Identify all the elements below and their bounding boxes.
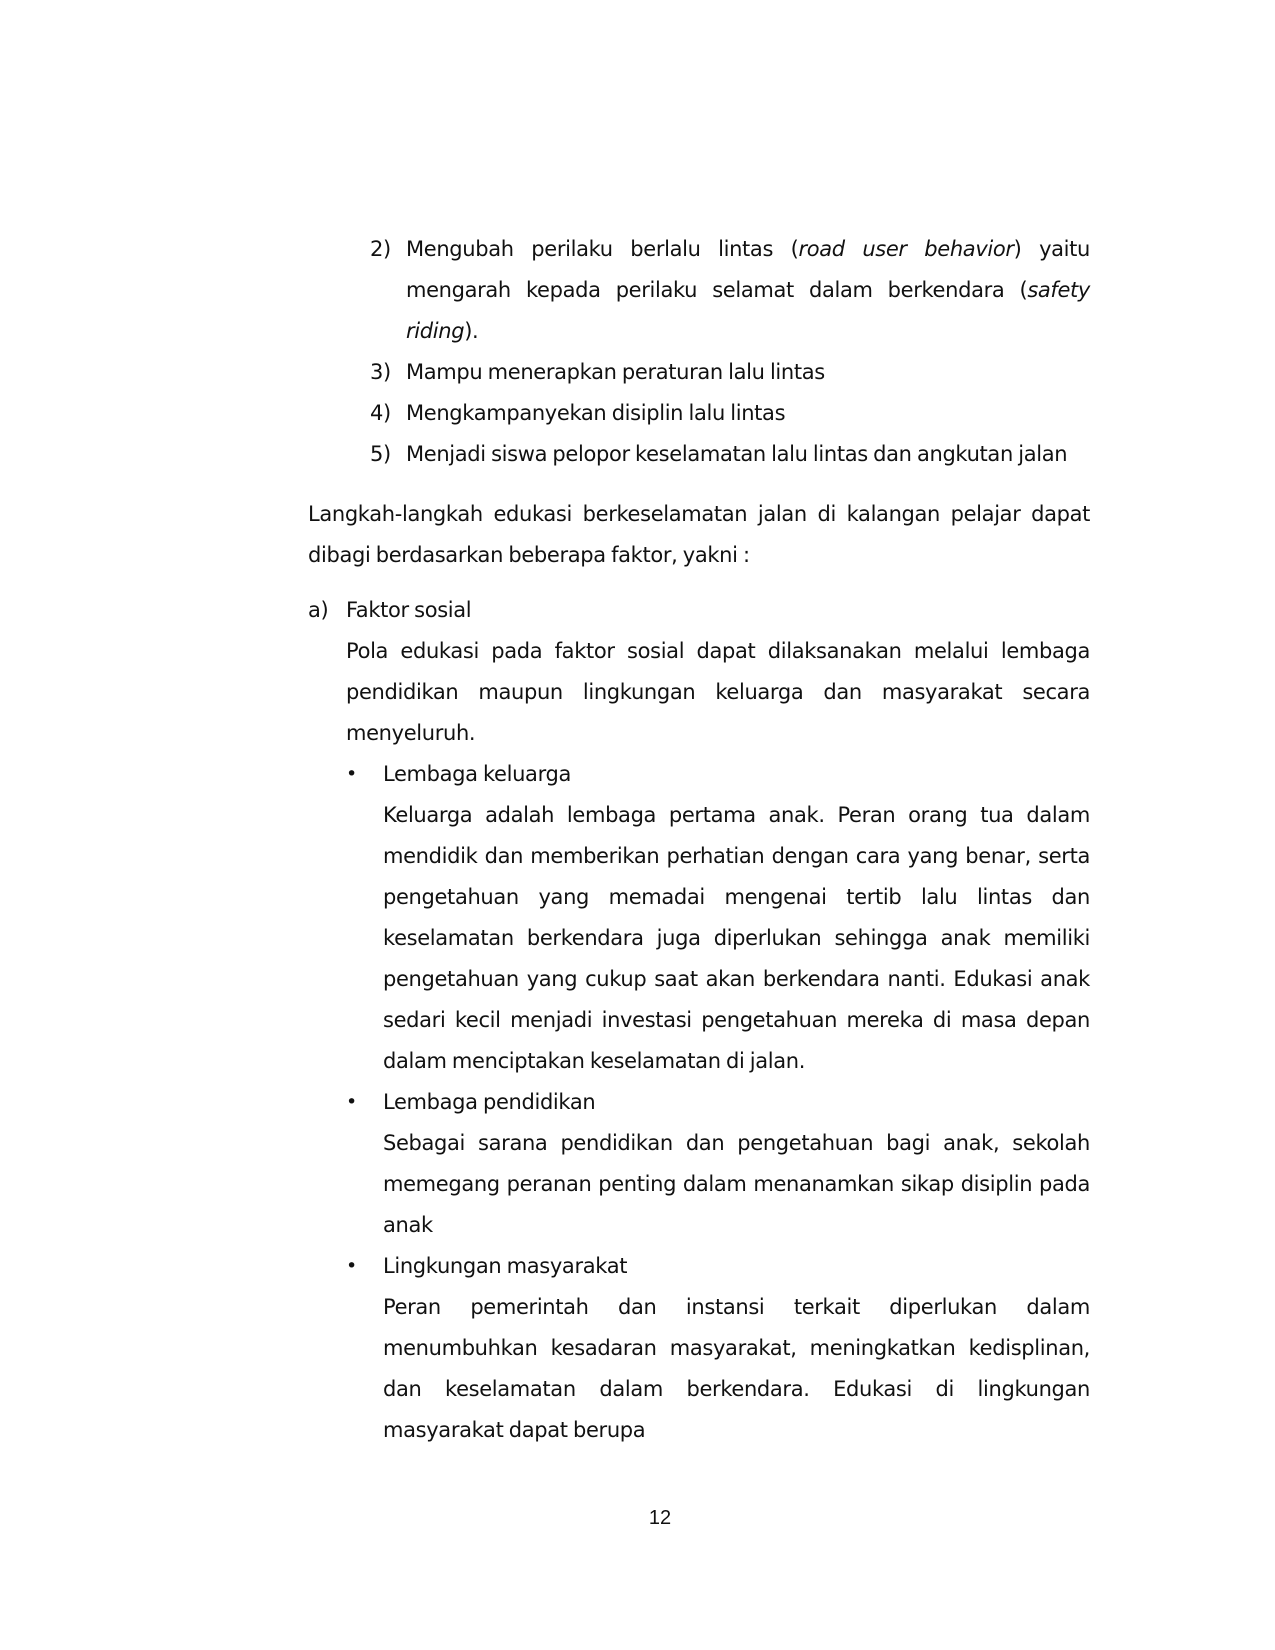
- list-number: 4): [370, 401, 391, 425]
- list-number: 3): [370, 360, 391, 384]
- bullet-description: Sebagai sarana pendidikan dan pengetahuan bagi anak, sekolah memegang peranan penting dalam menanamkan sikap disiplin pada anak: [383, 1131, 1090, 1237]
- bullet-title: Lingkungan masyarakat: [383, 1254, 628, 1278]
- list-item-text: Menjadi siswa pelopor keselamatan lalu lintas dan angkutan jalan: [406, 442, 1068, 466]
- list-item-text: Mengubah perilaku berlalu lintas (road user behavior) yaitu mengarah kepada perilaku selamat dalam berkendara (safety riding).: [406, 237, 1091, 343]
- list-item: [370, 393, 1090, 434]
- bullet-title: Lembaga pendidikan: [383, 1090, 596, 1114]
- bullet-icon: •: [346, 1091, 357, 1113]
- bullet-icon: •: [346, 763, 357, 785]
- factor-marker: a): [308, 598, 329, 622]
- bullet-description: Peran pemerintah dan instansi terkait diperlukan dalam menumbuhkan kesadaran masyarakat, meningkatkan kedisplinan, dan keselamatan dalam berkendara. Edukasi di lingkungan masyarakat dapat berupa: [383, 1295, 1090, 1442]
- list-number: 5): [370, 442, 391, 466]
- list-item-text: Mampu menerapkan peraturan lalu lintas: [406, 360, 825, 384]
- factor-section: [308, 590, 1090, 1451]
- numbered-list: [370, 229, 1090, 475]
- bullet-icon: •: [346, 1255, 357, 1277]
- italic-term: road user behavior: [798, 237, 1014, 261]
- italic-term: safety riding: [406, 278, 1090, 343]
- intro-paragraph: Langkah-langkah edukasi berkeselamatan jalan di kalangan pelajar dapat dibagi berdasarkan beberapa faktor, yakni :: [308, 502, 1090, 567]
- bullet-item: [346, 1082, 1090, 1246]
- bullet-list: [346, 754, 1090, 1451]
- factor-heading: [308, 590, 1090, 631]
- list-number: 2): [370, 237, 391, 261]
- list-item-text: Mengkampanyekan disiplin lalu lintas: [406, 401, 786, 425]
- list-item: [370, 352, 1090, 393]
- factor-description: Pola edukasi pada faktor sosial dapat dilaksanakan melalui lembaga pendidikan maupun lingkungan keluarga dan masyarakat secara menyeluruh.: [346, 639, 1090, 745]
- bullet-item: [346, 754, 1090, 1082]
- factor-title: Faktor sosial: [346, 598, 472, 622]
- bullet-title: Lembaga keluarga: [383, 762, 571, 786]
- bullet-item: [346, 1246, 1090, 1451]
- bullet-description: Keluarga adalah lembaga pertama anak. Peran orang tua dalam mendidik dan memberikan perhatian dengan cara yang benar, serta pengetahuan yang memadai mengenai tertib lalu lintas dan keselamatan berkendara juga diperlukan sehingga anak memiliki pengetahuan yang cukup saat akan berkendara nanti. Edukasi anak sedari kecil menjadi investasi pengetahuan mereka di masa depan dalam menciptakan keselamatan di jalan.: [383, 803, 1090, 1073]
- list-item: [370, 229, 1090, 352]
- page-number: 12: [648, 1507, 672, 1529]
- list-item: [370, 434, 1090, 475]
